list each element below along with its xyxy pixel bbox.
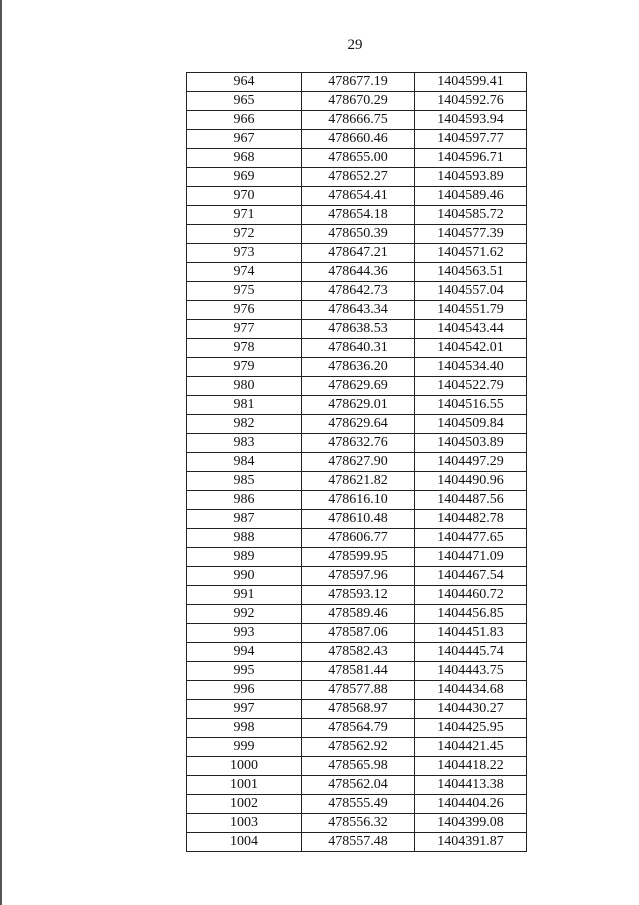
table-row	[187, 605, 527, 624]
x-coordinate-cell: 478562.04	[302, 776, 415, 795]
point-number-cell: 984	[187, 453, 302, 472]
table-row	[187, 396, 527, 415]
table-row	[187, 833, 527, 852]
point-number-cell: 981	[187, 396, 302, 415]
point-number-cell: 973	[187, 244, 302, 263]
y-coordinate-cell: 1404516.55	[415, 396, 527, 415]
table-row	[187, 434, 527, 453]
y-coordinate-cell: 1404557.04	[415, 282, 527, 301]
point-number-cell: 994	[187, 643, 302, 662]
x-coordinate-cell: 478642.73	[302, 282, 415, 301]
point-number-cell: 988	[187, 529, 302, 548]
x-coordinate-cell: 478621.82	[302, 472, 415, 491]
table-row	[187, 814, 527, 833]
x-coordinate-cell: 478564.79	[302, 719, 415, 738]
y-coordinate-cell: 1404490.96	[415, 472, 527, 491]
x-coordinate-cell: 478647.21	[302, 244, 415, 263]
table-row	[187, 643, 527, 662]
point-number-cell: 978	[187, 339, 302, 358]
x-coordinate-cell: 478597.96	[302, 567, 415, 586]
table-row	[187, 244, 527, 263]
x-coordinate-cell: 478638.53	[302, 320, 415, 339]
x-coordinate-cell: 478654.18	[302, 206, 415, 225]
point-number-cell: 969	[187, 168, 302, 187]
point-number-cell: 998	[187, 719, 302, 738]
y-coordinate-cell: 1404593.94	[415, 111, 527, 130]
x-coordinate-cell: 478643.34	[302, 301, 415, 320]
point-number-cell: 976	[187, 301, 302, 320]
y-coordinate-cell: 1404418.22	[415, 757, 527, 776]
table-row	[187, 472, 527, 491]
table-row	[187, 415, 527, 434]
point-number-cell: 971	[187, 206, 302, 225]
table-row	[187, 301, 527, 320]
point-number-cell: 995	[187, 662, 302, 681]
table-row	[187, 776, 527, 795]
y-coordinate-cell: 1404534.40	[415, 358, 527, 377]
table-row	[187, 567, 527, 586]
y-coordinate-cell: 1404413.38	[415, 776, 527, 795]
x-coordinate-cell: 478660.46	[302, 130, 415, 149]
table-row	[187, 206, 527, 225]
point-number-cell: 982	[187, 415, 302, 434]
x-coordinate-cell: 478556.32	[302, 814, 415, 833]
y-coordinate-cell: 1404577.39	[415, 225, 527, 244]
y-coordinate-cell: 1404421.45	[415, 738, 527, 757]
page-number: 29	[347, 37, 363, 53]
x-coordinate-cell: 478636.20	[302, 358, 415, 377]
x-coordinate-cell: 478581.44	[302, 662, 415, 681]
x-coordinate-cell: 478599.95	[302, 548, 415, 567]
y-coordinate-cell: 1404434.68	[415, 681, 527, 700]
table-row	[187, 263, 527, 282]
y-coordinate-cell: 1404467.54	[415, 567, 527, 586]
point-number-cell: 975	[187, 282, 302, 301]
y-coordinate-cell: 1404563.51	[415, 263, 527, 282]
y-coordinate-cell: 1404597.77	[415, 130, 527, 149]
x-coordinate-cell: 478589.46	[302, 605, 415, 624]
point-number-cell: 993	[187, 624, 302, 643]
y-coordinate-cell: 1404503.89	[415, 434, 527, 453]
table-row	[187, 377, 527, 396]
point-number-cell: 980	[187, 377, 302, 396]
point-number-cell: 992	[187, 605, 302, 624]
table-row	[187, 282, 527, 301]
y-coordinate-cell: 1404456.85	[415, 605, 527, 624]
point-number-cell: 999	[187, 738, 302, 757]
point-number-cell: 964	[187, 73, 302, 92]
table-row	[187, 681, 527, 700]
x-coordinate-cell: 478644.36	[302, 263, 415, 282]
coordinates-table-body	[187, 73, 527, 852]
point-number-cell: 970	[187, 187, 302, 206]
y-coordinate-cell: 1404522.79	[415, 377, 527, 396]
x-coordinate-cell: 478666.75	[302, 111, 415, 130]
y-coordinate-cell: 1404497.29	[415, 453, 527, 472]
y-coordinate-cell: 1404596.71	[415, 149, 527, 168]
table-row	[187, 168, 527, 187]
y-coordinate-cell: 1404551.79	[415, 301, 527, 320]
y-coordinate-cell: 1404477.65	[415, 529, 527, 548]
table-row	[187, 339, 527, 358]
point-number-cell: 977	[187, 320, 302, 339]
table-row	[187, 700, 527, 719]
point-number-cell: 968	[187, 149, 302, 168]
point-number-cell: 983	[187, 434, 302, 453]
table-row	[187, 187, 527, 206]
point-number-cell: 965	[187, 92, 302, 111]
point-number-cell: 979	[187, 358, 302, 377]
x-coordinate-cell: 478582.43	[302, 643, 415, 662]
y-coordinate-cell: 1404445.74	[415, 643, 527, 662]
table-row	[187, 662, 527, 681]
table-row	[187, 92, 527, 111]
y-coordinate-cell: 1404592.76	[415, 92, 527, 111]
point-number-cell: 974	[187, 263, 302, 282]
point-number-cell: 991	[187, 586, 302, 605]
x-coordinate-cell: 478616.10	[302, 491, 415, 510]
point-number-cell: 985	[187, 472, 302, 491]
table-row	[187, 453, 527, 472]
point-number-cell: 989	[187, 548, 302, 567]
table-row	[187, 795, 527, 814]
x-coordinate-cell: 478562.92	[302, 738, 415, 757]
page-left-edge	[0, 0, 2, 905]
point-number-cell: 972	[187, 225, 302, 244]
y-coordinate-cell: 1404460.72	[415, 586, 527, 605]
x-coordinate-cell: 478652.27	[302, 168, 415, 187]
y-coordinate-cell: 1404404.26	[415, 795, 527, 814]
y-coordinate-cell: 1404571.62	[415, 244, 527, 263]
x-coordinate-cell: 478655.00	[302, 149, 415, 168]
y-coordinate-cell: 1404543.44	[415, 320, 527, 339]
table-row	[187, 130, 527, 149]
x-coordinate-cell: 478568.97	[302, 700, 415, 719]
x-coordinate-cell: 478593.12	[302, 586, 415, 605]
x-coordinate-cell: 478640.31	[302, 339, 415, 358]
x-coordinate-cell: 478577.88	[302, 681, 415, 700]
x-coordinate-cell: 478654.41	[302, 187, 415, 206]
y-coordinate-cell: 1404585.72	[415, 206, 527, 225]
x-coordinate-cell: 478606.77	[302, 529, 415, 548]
y-coordinate-cell: 1404589.46	[415, 187, 527, 206]
point-number-cell: 967	[187, 130, 302, 149]
point-number-cell: 997	[187, 700, 302, 719]
y-coordinate-cell: 1404509.84	[415, 415, 527, 434]
table-row	[187, 358, 527, 377]
y-coordinate-cell: 1404391.87	[415, 833, 527, 852]
table-row	[187, 548, 527, 567]
point-number-cell: 1003	[187, 814, 302, 833]
point-number-cell: 1001	[187, 776, 302, 795]
x-coordinate-cell: 478587.06	[302, 624, 415, 643]
y-coordinate-cell: 1404443.75	[415, 662, 527, 681]
point-number-cell: 990	[187, 567, 302, 586]
y-coordinate-cell: 1404542.01	[415, 339, 527, 358]
y-coordinate-cell: 1404430.27	[415, 700, 527, 719]
x-coordinate-cell: 478670.29	[302, 92, 415, 111]
y-coordinate-cell: 1404482.78	[415, 510, 527, 529]
point-number-cell: 987	[187, 510, 302, 529]
x-coordinate-cell: 478555.49	[302, 795, 415, 814]
point-number-cell: 996	[187, 681, 302, 700]
table-row	[187, 510, 527, 529]
x-coordinate-cell: 478629.01	[302, 396, 415, 415]
point-number-cell: 986	[187, 491, 302, 510]
table-row	[187, 719, 527, 738]
x-coordinate-cell: 478610.48	[302, 510, 415, 529]
y-coordinate-cell: 1404471.09	[415, 548, 527, 567]
table-row	[187, 757, 527, 776]
x-coordinate-cell: 478629.69	[302, 377, 415, 396]
table-row	[187, 320, 527, 339]
table-row	[187, 225, 527, 244]
table-row	[187, 111, 527, 130]
y-coordinate-cell: 1404399.08	[415, 814, 527, 833]
table-row	[187, 149, 527, 168]
table-row	[187, 73, 527, 92]
table-row	[187, 529, 527, 548]
x-coordinate-cell: 478557.48	[302, 833, 415, 852]
x-coordinate-cell: 478629.64	[302, 415, 415, 434]
y-coordinate-cell: 1404425.95	[415, 719, 527, 738]
point-number-cell: 1004	[187, 833, 302, 852]
point-number-cell: 1000	[187, 757, 302, 776]
x-coordinate-cell: 478650.39	[302, 225, 415, 244]
table-row	[187, 624, 527, 643]
table-row	[187, 491, 527, 510]
y-coordinate-cell: 1404599.41	[415, 73, 527, 92]
table-row	[187, 586, 527, 605]
x-coordinate-cell: 478632.76	[302, 434, 415, 453]
table-row	[187, 738, 527, 757]
point-number-cell: 966	[187, 111, 302, 130]
point-number-cell: 1002	[187, 795, 302, 814]
y-coordinate-cell: 1404593.89	[415, 168, 527, 187]
x-coordinate-cell: 478565.98	[302, 757, 415, 776]
y-coordinate-cell: 1404451.83	[415, 624, 527, 643]
coordinates-table	[186, 72, 527, 852]
x-coordinate-cell: 478677.19	[302, 73, 415, 92]
y-coordinate-cell: 1404487.56	[415, 491, 527, 510]
x-coordinate-cell: 478627.90	[302, 453, 415, 472]
